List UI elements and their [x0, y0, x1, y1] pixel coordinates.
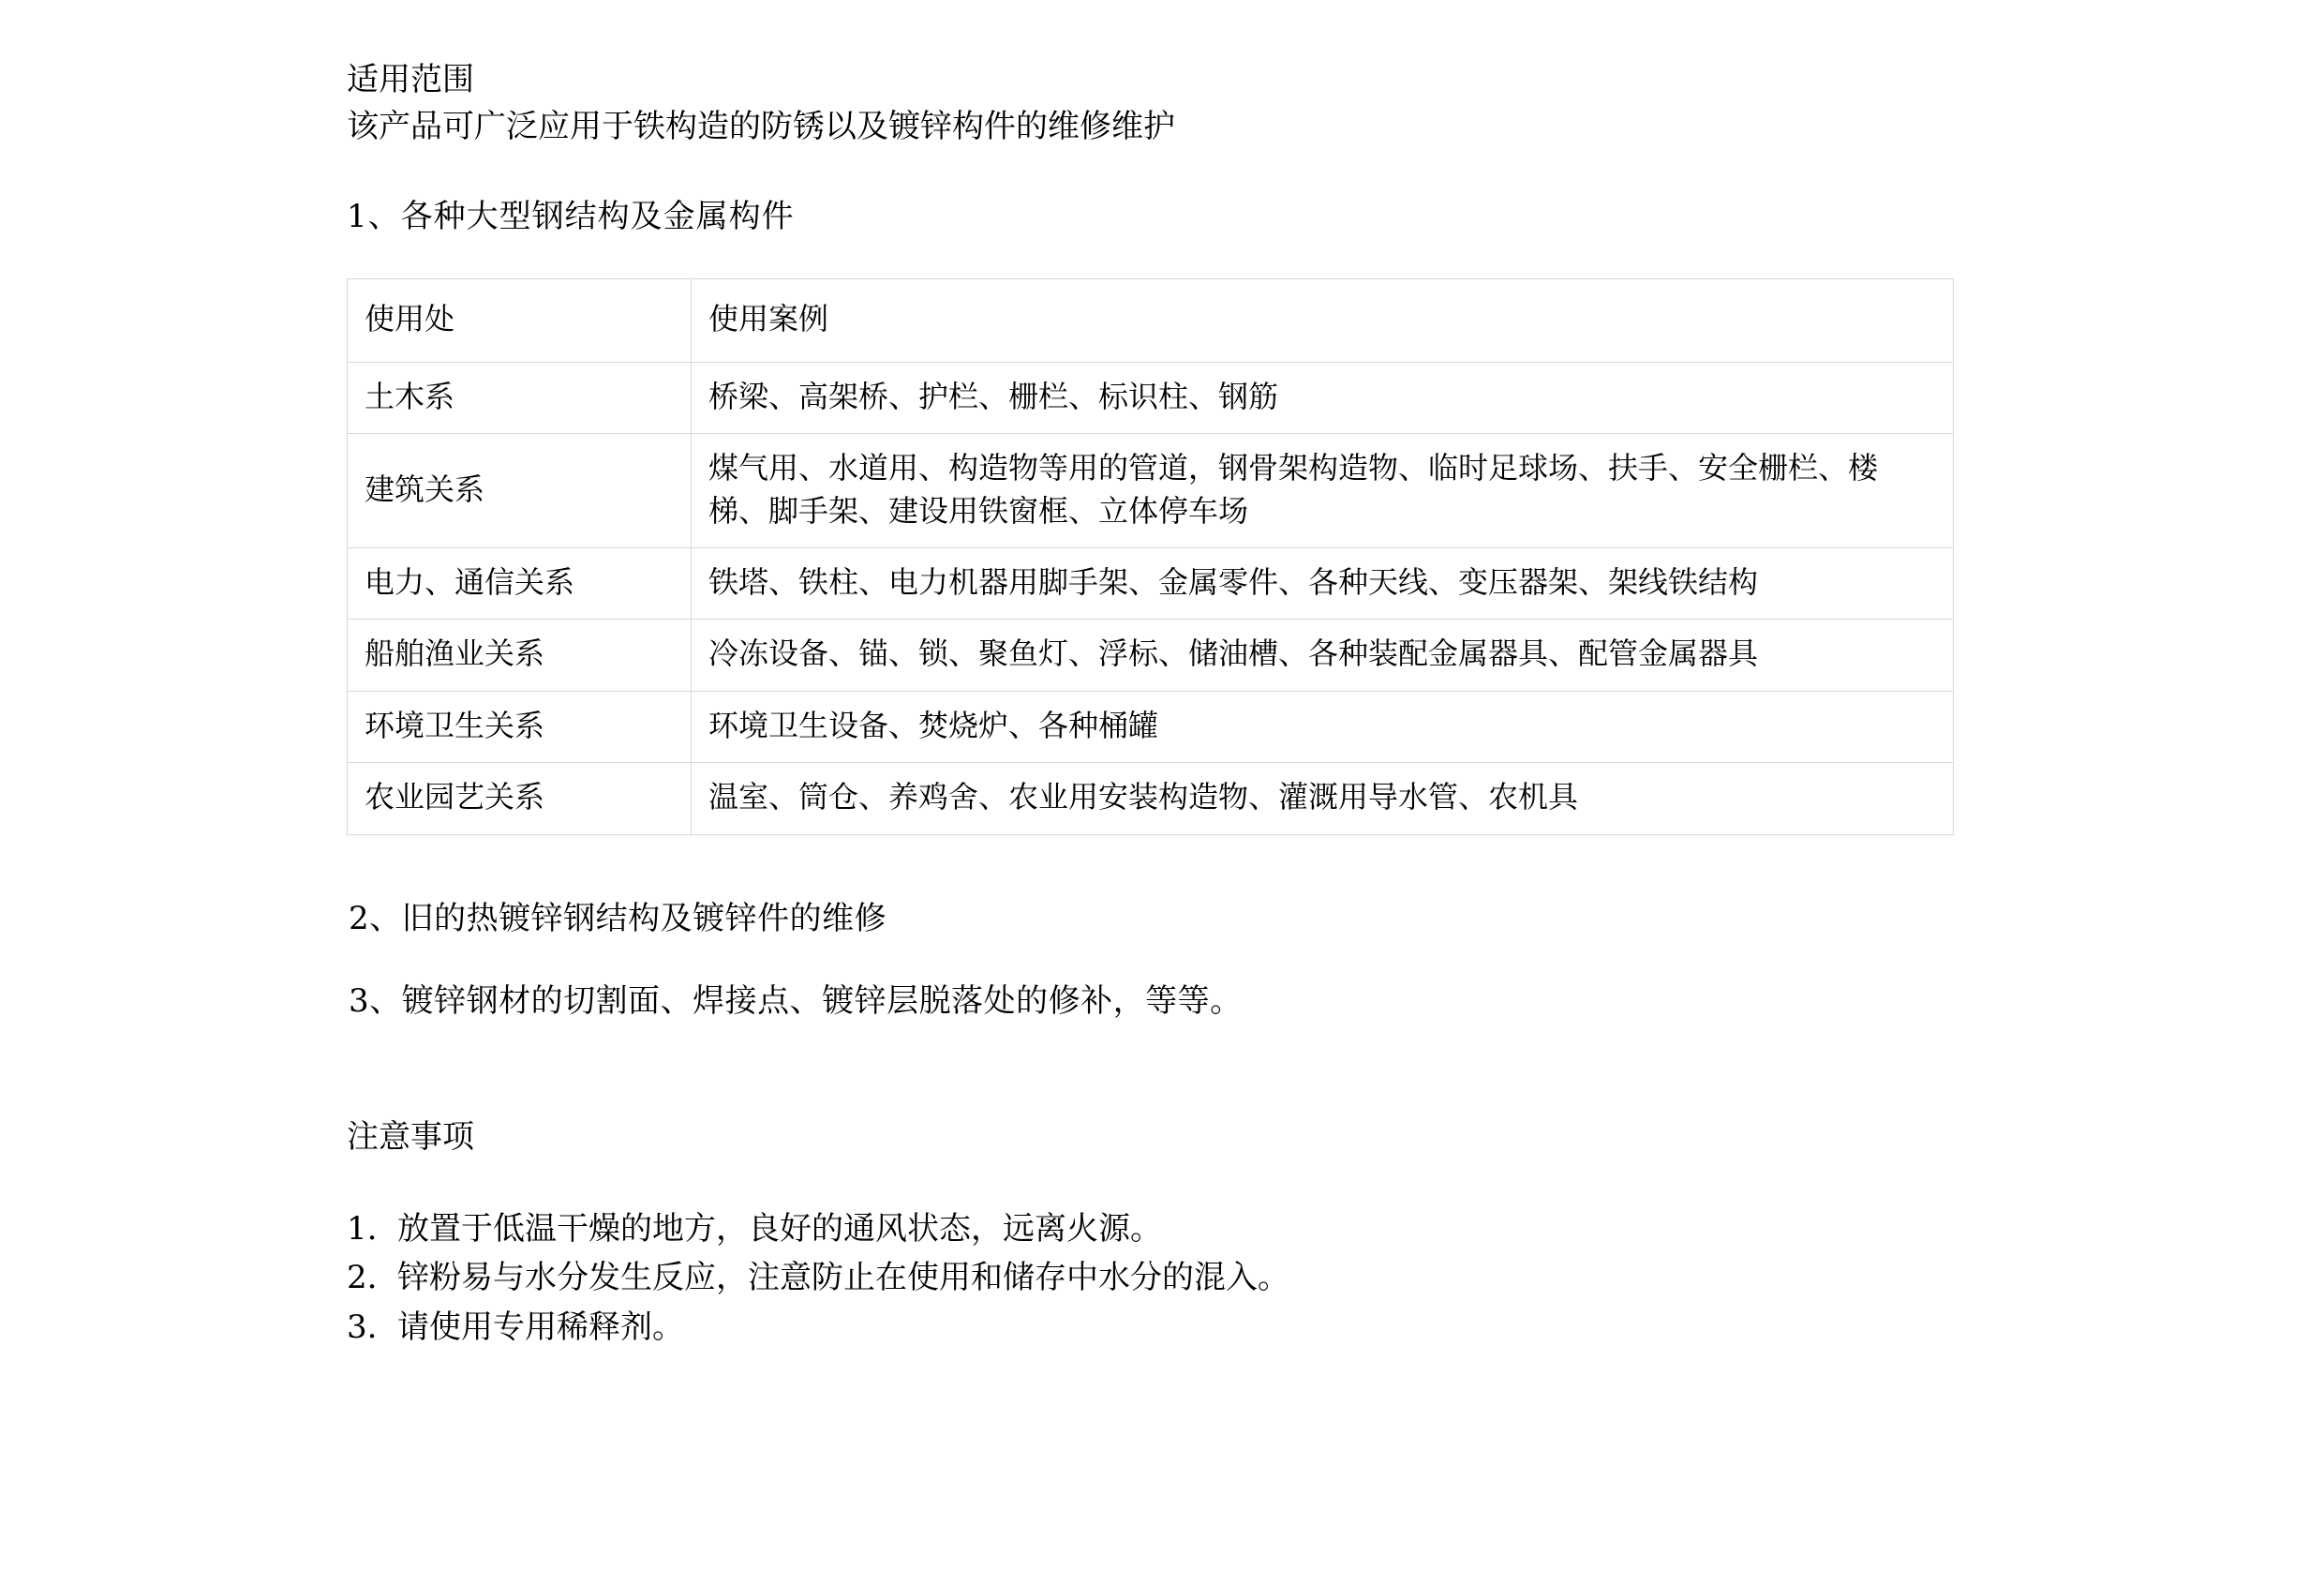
spacer	[347, 873, 1940, 893]
list-item	[347, 1204, 1940, 1254]
list-item	[347, 1253, 1940, 1303]
section-heading-1: 1、各种大型钢结构及金属构件	[347, 198, 795, 236]
notes-heading: 注意事项	[347, 1117, 474, 1156]
table-row	[348, 548, 1954, 620]
table-header-examples: 使用案例	[692, 279, 1954, 362]
spacer	[347, 1161, 1940, 1204]
list-item-number: 1.	[347, 1209, 378, 1248]
table-cell-place: 土木系	[348, 362, 692, 433]
list-item-text: 请使用专用稀释剂。	[397, 1308, 684, 1346]
table-cell-examples: 温室、筒仓、养鸡舍、农业用安装构造物、灌溉用导水管、农机具	[692, 763, 1954, 834]
table-cell-examples: 桥梁、高架桥、护栏、栅栏、标识柱、钢筋	[692, 362, 1954, 433]
table-cell-examples: 环境卫生设备、焚烧炉、各种桶罐	[692, 691, 1954, 762]
spacer	[347, 944, 1940, 976]
table-cell-place: 建筑关系	[348, 434, 692, 548]
table-header-row	[348, 279, 1954, 362]
scope-text: 该产品可广泛应用于铁构造的防锈以及镀锌构件的维修维护	[347, 108, 1175, 145]
spacer	[347, 1027, 1940, 1070]
table-cell-examples: 煤气用、水道用、构造物等用的管道，钢骨架构造物、临时足球场、扶手、安全栅栏、楼梯、脚手架、建设用铁窗框、立体停车场	[692, 434, 1954, 548]
table-row	[348, 434, 1954, 548]
section-heading-2: 2、旧的热镀锌钢结构及镀锌件的维修	[349, 899, 887, 937]
usage-table	[347, 278, 1954, 835]
scope-heading: 适用范围	[347, 61, 474, 98]
table-cell-place: 环境卫生关系	[348, 691, 692, 762]
section-heading-3: 3、镀锌钢材的切割面、焊接点、镀锌层脱落处的修补，等等。	[349, 982, 1243, 1021]
table-cell-examples: 铁塔、铁柱、电力机器用脚手架、金属零件、各种天线、变压器架、架线铁结构	[692, 548, 1954, 620]
document-content	[347, 56, 1940, 1353]
table-cell-examples: 冷冻设备、锚、锁、聚鱼灯、浮标、储油槽、各种装配金属器具、配管金属器具	[692, 620, 1954, 691]
table-row	[348, 763, 1954, 834]
table-row	[348, 620, 1954, 691]
list-item-text: 锌粉易与水分发生反应，注意防止在使用和储存中水分的混入。	[397, 1259, 1289, 1297]
spacer	[347, 1070, 1940, 1114]
table-header-place: 使用处	[348, 279, 692, 362]
table-cell-place: 船舶渔业关系	[348, 620, 692, 691]
list-item-number: 3.	[347, 1308, 378, 1346]
table-cell-place: 农业园艺关系	[348, 763, 692, 834]
list-item	[347, 1303, 1940, 1353]
table-row	[348, 691, 1954, 762]
spacer	[347, 150, 1940, 193]
table-cell-place: 电力、通信关系	[348, 548, 692, 620]
list-item-number: 2.	[347, 1259, 378, 1297]
list-item-text: 放置于低温干燥的地方，良好的通风状态，远离火源。	[397, 1209, 1162, 1248]
table-row	[348, 362, 1954, 433]
